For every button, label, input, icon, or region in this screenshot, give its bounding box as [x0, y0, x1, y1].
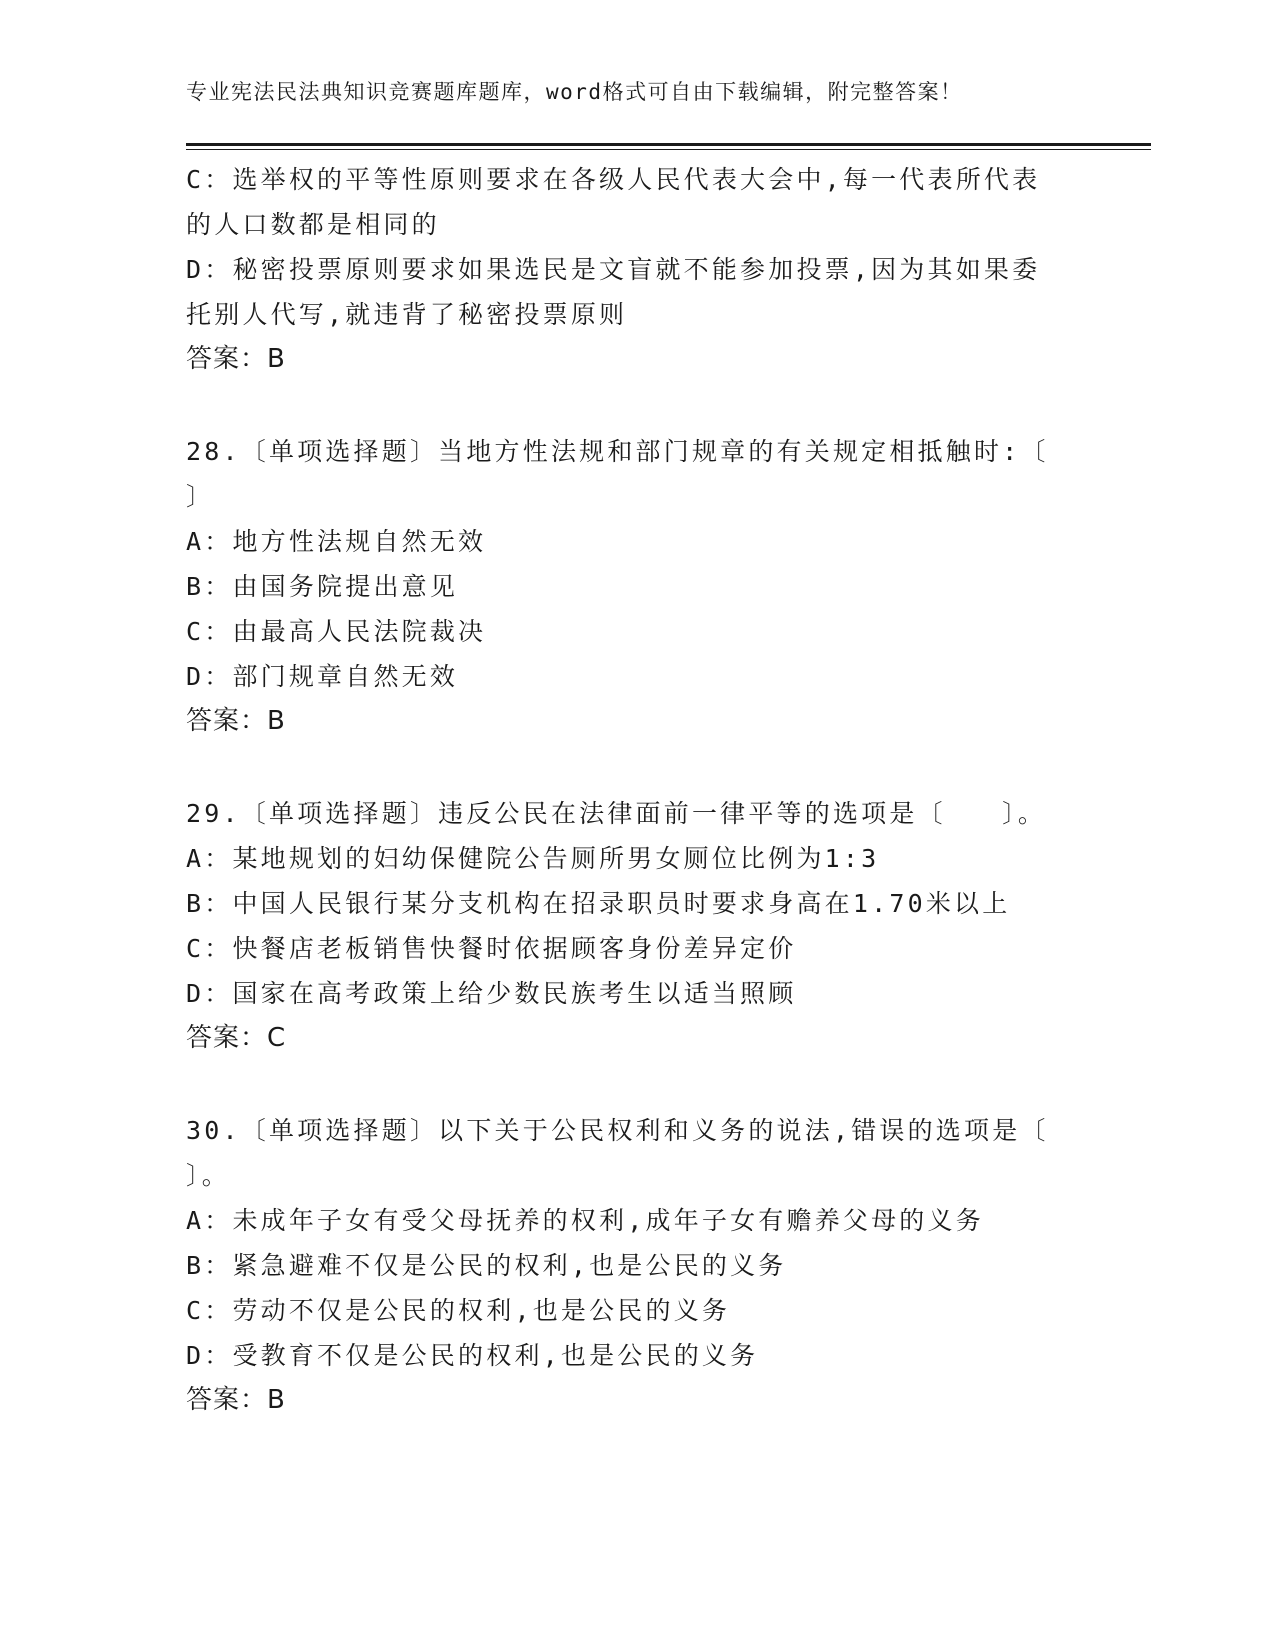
option-line: 托别人代写,就违背了秘密投票原则 — [186, 300, 628, 329]
document-body — [186, 157, 1086, 1423]
option-line: D：秘密投票原则要求如果选民是文盲就不能参加投票,因为其如果委 — [186, 255, 1041, 284]
question-block-30 — [186, 1108, 1086, 1423]
option-c: C：劳动不仅是公民的权利,也是公民的义务 — [186, 1296, 731, 1325]
question-stem: 29.〔单项选择题〕违反公民在法律面前一律平等的选项是〔 〕。 — [186, 799, 1047, 828]
option-line: C：选举权的平等性原则要求在各级人民代表大会中,每一代表所代表 — [186, 165, 1041, 194]
question-continuation — [186, 157, 1086, 382]
question-stem: 30.〔单项选择题〕以下关于公民权利和义务的说法,错误的选项是〔 — [186, 1116, 1049, 1145]
spacer — [186, 744, 1086, 791]
answer-line: 答案：B — [186, 344, 286, 374]
option-a: A：未成年子女有受父母抚养的权利,成年子女有赡养父母的义务 — [186, 1206, 984, 1235]
question-block-29 — [186, 791, 1086, 1061]
answer-line: 答案：B — [186, 1385, 286, 1415]
header-rule-thin — [186, 149, 1151, 150]
option-c: C：由最高人民法院裁决 — [186, 617, 487, 646]
spacer — [186, 1061, 1086, 1108]
option-b: B：由国务院提出意见 — [186, 572, 459, 601]
answer-line: 答案：B — [186, 706, 286, 736]
option-b: B：紧急避难不仅是公民的权利,也是公民的义务 — [186, 1251, 787, 1280]
question-block-28 — [186, 429, 1086, 744]
page-header: 专业宪法民法典知识竞赛题库题库，word格式可自由下载编辑，附完整答案！ — [186, 80, 963, 104]
option-a: A：某地规划的妇幼保健院公告厕所男女厕位比例为1:3 — [186, 844, 880, 873]
answer-line: 答案：C — [186, 1023, 287, 1053]
spacer — [186, 382, 1086, 429]
option-b: B：中国人民银行某分支机构在招录职员时要求身高在1.70米以上 — [186, 889, 1011, 918]
question-stem: 〕。 — [186, 1161, 230, 1190]
question-stem: 〕 — [186, 482, 215, 511]
header-rule-thick — [186, 143, 1151, 146]
option-d: D：受教育不仅是公民的权利,也是公民的义务 — [186, 1341, 759, 1370]
option-c: C：快餐店老板销售快餐时依据顾客身份差异定价 — [186, 934, 797, 963]
option-d: D：国家在高考政策上给少数民族考生以适当照顾 — [186, 979, 797, 1008]
option-a: A：地方性法规自然无效 — [186, 527, 487, 556]
question-stem: 28.〔单项选择题〕当地方性法规和部门规章的有关规定相抵触时:〔 — [186, 437, 1049, 466]
option-line: 的人口数都是相同的 — [186, 210, 440, 239]
option-d: D：部门规章自然无效 — [186, 662, 459, 691]
